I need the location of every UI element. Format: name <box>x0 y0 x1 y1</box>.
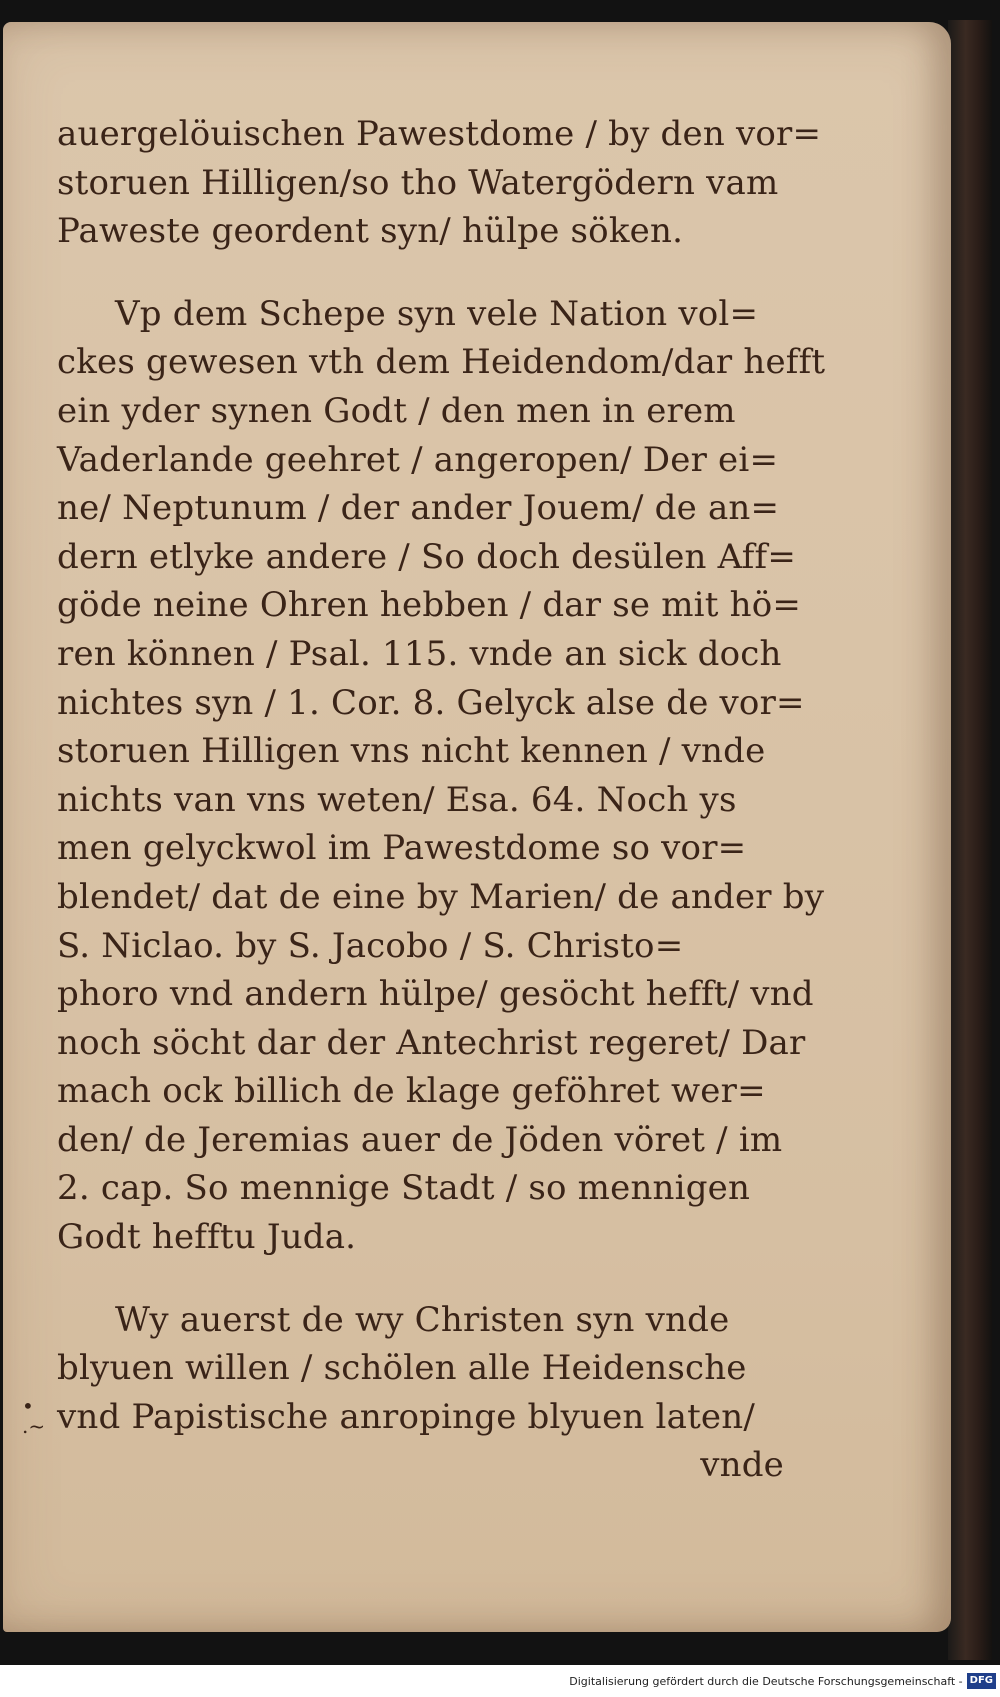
text-line: storuen Hilligen vns nicht kennen / vnde <box>57 731 766 772</box>
text-line: ne/ Neptunum / der ander Jouem/ de an= <box>57 488 780 529</box>
paragraph <box>57 290 826 1262</box>
text-line: Godt hefftu Juda. <box>57 1217 357 1258</box>
paragraph <box>57 110 822 256</box>
text-line: ein yder synen Godt / den men in erem <box>57 390 736 431</box>
paragraph-gap <box>57 256 792 290</box>
text-line: auergelöuischen Pawestdome / by den vor= <box>57 114 822 154</box>
text-line: ckes gewesen vth dem Heidendom/dar hefft <box>57 342 826 383</box>
text-line: storuen Hilligen/so tho Watergödern vam <box>57 162 779 203</box>
catchword: vnde <box>700 1445 784 1486</box>
footer-credit: Digitalisierung gefördert durch die Deutsche Forschungsgemeinschaft - <box>569 1674 963 1688</box>
margin-mark: • .~ <box>22 1394 46 1438</box>
text-line: noch söcht dar der Antechrist regeret/ Dar <box>57 1022 806 1063</box>
text-line: nichts van vns weten/ Esa. 64. Noch ys <box>57 779 737 820</box>
text-line: Paweste geordent syn/ hülpe söken. <box>57 211 684 252</box>
dfg-logo: DFG <box>967 1673 996 1689</box>
text-line: ren können / Psal. 115. vnde an sick doch <box>57 633 782 674</box>
text-line: Vp dem Schepe syn vele Nation vol= <box>115 293 759 334</box>
text-line: blendet/ dat de eine by Marien/ de ander by <box>57 876 825 917</box>
text-line: Vaderlande geehret / angeropen/ Der ei= <box>57 439 779 480</box>
paragraph-gap <box>57 1262 792 1296</box>
text-line: mach ock billich de klage geföhret wer= <box>57 1071 766 1112</box>
text-line: 2. cap. So mennige Stadt / so mennigen <box>57 1168 751 1209</box>
text-line: göde neine Ohren hebben / dar se mit hö= <box>57 585 802 626</box>
book-edge <box>948 20 992 1660</box>
text-line: blyuen willen / schölen alle Heidensche <box>57 1348 747 1389</box>
paragraph <box>57 1296 792 1442</box>
text-line: den/ de Jeremias auer de Jöden vöret / im <box>57 1119 783 1160</box>
text-line: dern etlyke andere / So doch desülen Aff= <box>57 536 797 577</box>
text-line: nichtes syn / 1. Cor. 8. Gelyck alse de vor= <box>57 682 805 723</box>
text-line: phoro vnd andern hülpe/ gesöcht hefft/ vnd <box>57 974 814 1015</box>
page-text <box>57 110 826 1490</box>
digitization-footer <box>569 1670 996 1692</box>
text-line: men gelyckwol im Pawestdome so vor= <box>57 828 747 869</box>
text-line: S. Niclao. by S. Jacobo / S. Christo= <box>57 925 684 966</box>
text-line: Wy auerst de wy Christen syn vnde <box>115 1299 730 1340</box>
text-line: vnd Papistische anropinge blyuen laten/ <box>57 1396 756 1437</box>
